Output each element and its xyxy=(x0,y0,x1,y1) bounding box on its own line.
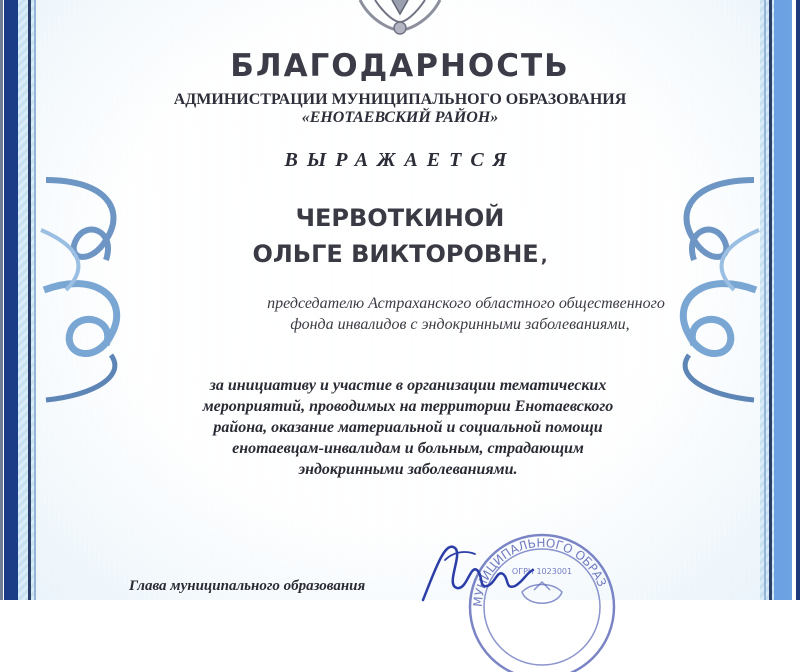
recipient-position-line-2: фонда инвалидов с эндокринными заболеваниями, xyxy=(290,316,630,333)
recipient-name-text: ОЛЬГЕ ВИКТОРОВНЕ xyxy=(252,240,539,268)
eagle-crest-icon xyxy=(340,0,460,40)
frame-rule-left-dark xyxy=(28,0,31,600)
reason-line-5: эндокринными заболеваниями. xyxy=(298,461,518,478)
recipient-comma: , xyxy=(540,246,548,267)
recipient-position-line-1: председателю Астраханского областного общественного xyxy=(267,295,665,312)
scan-edge-left xyxy=(0,0,3,600)
handwritten-signature xyxy=(415,530,535,602)
signatory-label: Глава муниципального образования xyxy=(129,578,366,594)
recipient-surname: ЧЕРВОТКИНОЙ xyxy=(295,204,505,232)
certificate-title: БЛАГОДАРНОСТЬ xyxy=(230,48,570,84)
reason-line-4: енотаевцам-инвалидам и больным, страдающим xyxy=(232,440,584,457)
issuer-line-2: «ЕНОТАЕВСКИЙ РАЙОН» xyxy=(301,109,499,126)
reason-line-1: за инициативу и участие в организации тематических xyxy=(209,377,607,394)
reason-line-2: мероприятий, проводимых на территории Енотаевского xyxy=(202,398,614,415)
recipient-given-names xyxy=(0,240,800,268)
reason-line-3: района, оказание материальной и социальной помощи xyxy=(213,419,603,436)
expresses-heading: ВЫРАЖАЕТСЯ xyxy=(284,149,516,171)
seal-id-text: ОГРН 1023001 xyxy=(511,567,573,576)
seal-ring-text: МУНИЦИПАЛЬНОГО ОБРАЗ xyxy=(470,535,610,608)
issuer-line-1: АДМИНИСТРАЦИИ МУНИЦИПАЛЬНОГО ОБРАЗОВАНИЯ xyxy=(173,91,627,108)
